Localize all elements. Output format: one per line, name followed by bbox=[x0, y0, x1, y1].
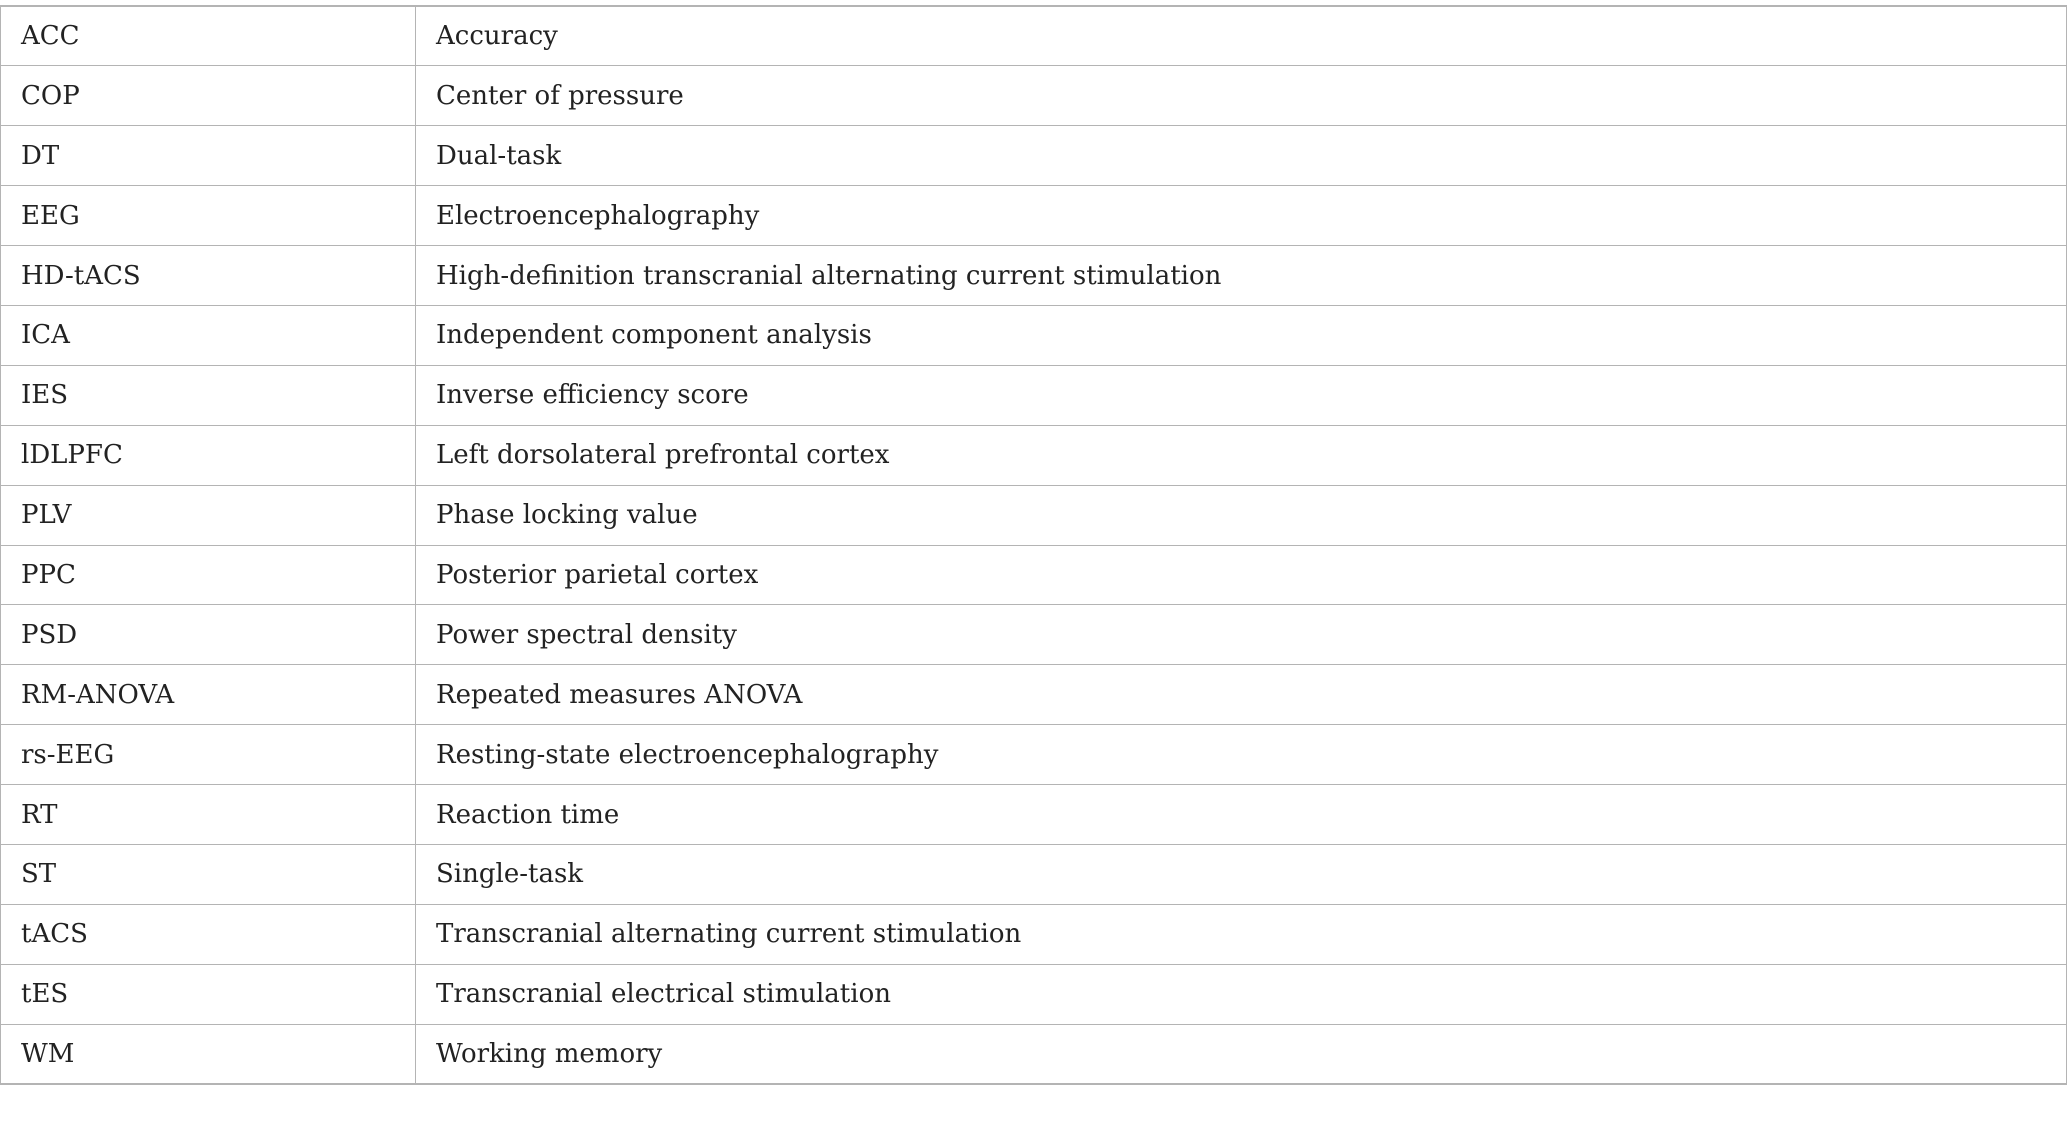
definition-cell: Repeated measures ANOVA bbox=[416, 665, 2067, 725]
table-row bbox=[1, 425, 2067, 485]
abbreviation-cell: tACS bbox=[1, 904, 416, 964]
abbreviations-table-body bbox=[1, 6, 2067, 1084]
table-row bbox=[1, 485, 2067, 545]
abbreviation-cell: ST bbox=[1, 844, 416, 904]
table-row bbox=[1, 186, 2067, 246]
table-row bbox=[1, 6, 2067, 66]
definition-cell: Single-task bbox=[416, 844, 2067, 904]
abbreviation-cell: PSD bbox=[1, 605, 416, 665]
definition-cell: High-definition transcranial alternating current stimulation bbox=[416, 246, 2067, 306]
abbreviation-cell: COP bbox=[1, 66, 416, 126]
definition-cell: Accuracy bbox=[416, 6, 2067, 66]
table-row bbox=[1, 66, 2067, 126]
abbreviation-cell: PLV bbox=[1, 485, 416, 545]
definition-cell: Phase locking value bbox=[416, 485, 2067, 545]
table-row bbox=[1, 844, 2067, 904]
abbreviation-cell: RM-ANOVA bbox=[1, 665, 416, 725]
table-row bbox=[1, 785, 2067, 845]
table-row bbox=[1, 545, 2067, 605]
table-row bbox=[1, 964, 2067, 1024]
definition-cell: Posterior parietal cortex bbox=[416, 545, 2067, 605]
abbreviation-cell: PPC bbox=[1, 545, 416, 605]
definition-cell: Working memory bbox=[416, 1024, 2067, 1084]
table-row bbox=[1, 725, 2067, 785]
abbreviation-cell: IES bbox=[1, 365, 416, 425]
abbreviation-cell: lDLPFC bbox=[1, 425, 416, 485]
definition-cell: Inverse efficiency score bbox=[416, 365, 2067, 425]
table-row bbox=[1, 365, 2067, 425]
abbreviation-cell: ACC bbox=[1, 6, 416, 66]
definition-cell: Power spectral density bbox=[416, 605, 2067, 665]
table-row bbox=[1, 904, 2067, 964]
abbreviation-cell: RT bbox=[1, 785, 416, 845]
definition-cell: Electroencephalography bbox=[416, 186, 2067, 246]
table-row bbox=[1, 126, 2067, 186]
definition-cell: Resting-state electroencephalography bbox=[416, 725, 2067, 785]
table-row bbox=[1, 1024, 2067, 1084]
abbreviation-cell: tES bbox=[1, 964, 416, 1024]
abbreviation-cell: WM bbox=[1, 1024, 416, 1084]
definition-cell: Transcranial electrical stimulation bbox=[416, 964, 2067, 1024]
table-row bbox=[1, 246, 2067, 306]
definition-cell: Transcranial alternating current stimulation bbox=[416, 904, 2067, 964]
table-row bbox=[1, 605, 2067, 665]
definition-cell: Reaction time bbox=[416, 785, 2067, 845]
table-row bbox=[1, 305, 2067, 365]
abbreviation-cell: EEG bbox=[1, 186, 416, 246]
definition-cell: Dual-task bbox=[416, 126, 2067, 186]
definition-cell: Left dorsolateral prefrontal cortex bbox=[416, 425, 2067, 485]
definition-cell: Center of pressure bbox=[416, 66, 2067, 126]
abbreviations-table bbox=[0, 5, 2067, 1085]
abbreviation-cell: DT bbox=[1, 126, 416, 186]
definition-cell: Independent component analysis bbox=[416, 305, 2067, 365]
table-row bbox=[1, 665, 2067, 725]
abbreviation-cell: ICA bbox=[1, 305, 416, 365]
abbreviation-cell: HD-tACS bbox=[1, 246, 416, 306]
abbreviation-cell: rs-EEG bbox=[1, 725, 416, 785]
